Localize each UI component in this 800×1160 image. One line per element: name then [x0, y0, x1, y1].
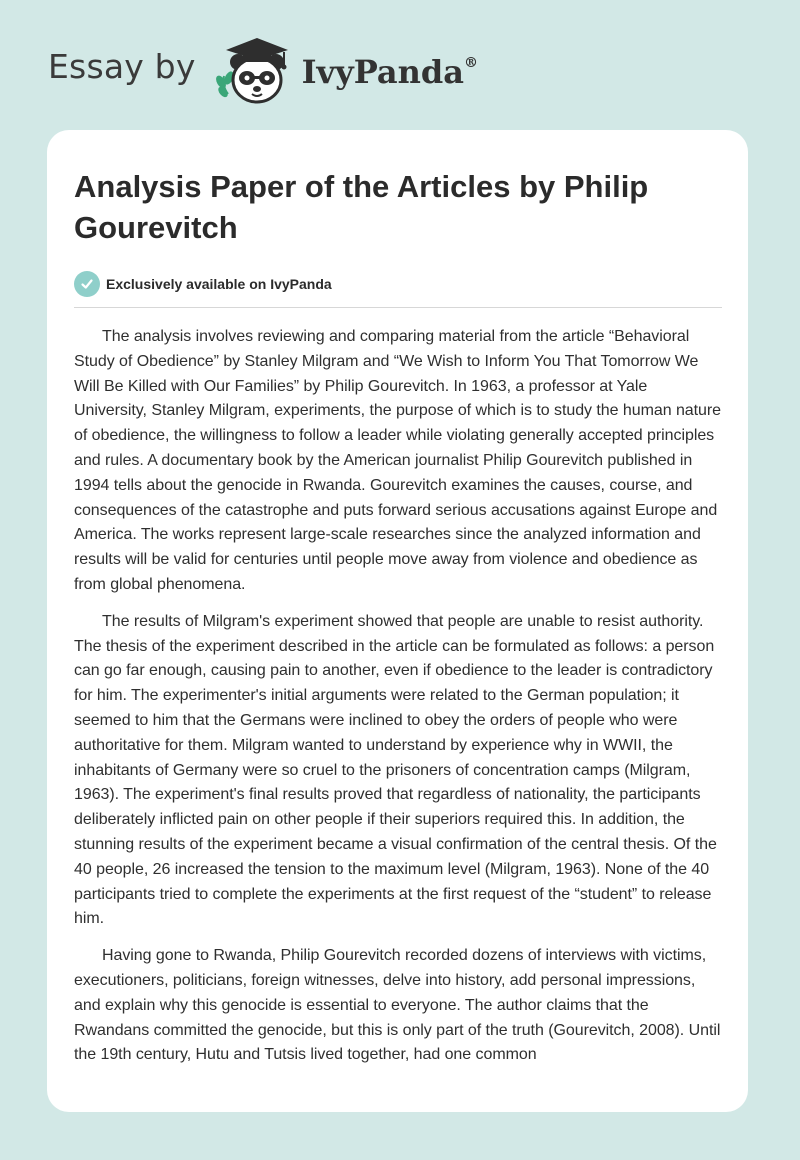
- registered-mark: ®: [464, 55, 479, 72]
- page-title: Analysis Paper of the Articles by Philip Gourevitch: [74, 169, 649, 245]
- essay-by-label: Essay by: [48, 46, 196, 86]
- divider: [74, 307, 722, 308]
- check-circle-icon: [74, 271, 100, 297]
- site-header: [48, 32, 478, 112]
- brand-name[interactable]: [302, 53, 478, 91]
- essay-card: [47, 130, 748, 1112]
- paragraph: The analysis involves reviewing and comparing material from the article “Behavioral Study of Obedience” by Stanley Milgram and “We Wish to Inform You That Tomorrow We Will Be Killed with Our Families” by Philip Gourevitch. In 1963, a professor at Yale University, Stanley Milgram, experiments, the purpose of which is to study the human nature of obedience, the willingness to follow a leader while violating generally accepted principles and rules. A documentary book by the American journalist Philip Gourevitch published in 1994 tells about the genocide in Rwanda. Gourevitch examines the causes, course, and consequences of the catastrophe and puts forward serious accusations against Europe and America. The works represent large-scale researches since the analyzed information and results will be valid for centuries until people move away from violence and obedience as from global phenomena.: [74, 328, 722, 593]
- checkmark-icon: [80, 277, 94, 291]
- paragraph: The results of Milgram's experiment showed that people are unable to resist authority. The thesis of the experiment described in the article can be formulated as follows: a person can go far enough, causing pain to another, even if obedience to the leader is contradictory for him. The experimenter's initial arguments were related to the German population; it seemed to him that the Germans were inclined to obey the orders of people who were authoritative for them. Milgram wanted to understand by experience why in WWII, the inhabitants of Germany were so cruel to the prisoners of concentration camps (Milgram, 1963). The experiment's final results proved that regardless of nationality, the participants deliberately inflicted pain on other people if their superiors required this. In addition, the stunning results of the experiment became a visual confirmation of the central thesis. Of the 40 people, 26 increased the tension to the maximum level (Milgram, 1963). None of the 40 participants tried to complete the experiments at the first request of the “student” to release him.: [74, 612, 717, 928]
- brand-text: IvyPanda: [301, 53, 465, 91]
- essay-body: [74, 325, 722, 1068]
- exclusive-badge: [74, 270, 722, 298]
- paragraph: Having gone to Rwanda, Philip Gourevitch recorded dozens of interviews with victims, executioners, politicians, foreign witnesses, delve into history, add personal impressions, and explain why this genocide is essential to everyone. The author claims that the Rwandans committed the genocide, but this is only part of the truth (Gourevitch, 2008). Until the 19th century, Hutu and Tutsis lived together, had one common: [74, 947, 721, 1064]
- panda-logo-icon[interactable]: [210, 34, 296, 110]
- exclusive-label: Exclusively available on IvyPanda: [106, 276, 332, 292]
